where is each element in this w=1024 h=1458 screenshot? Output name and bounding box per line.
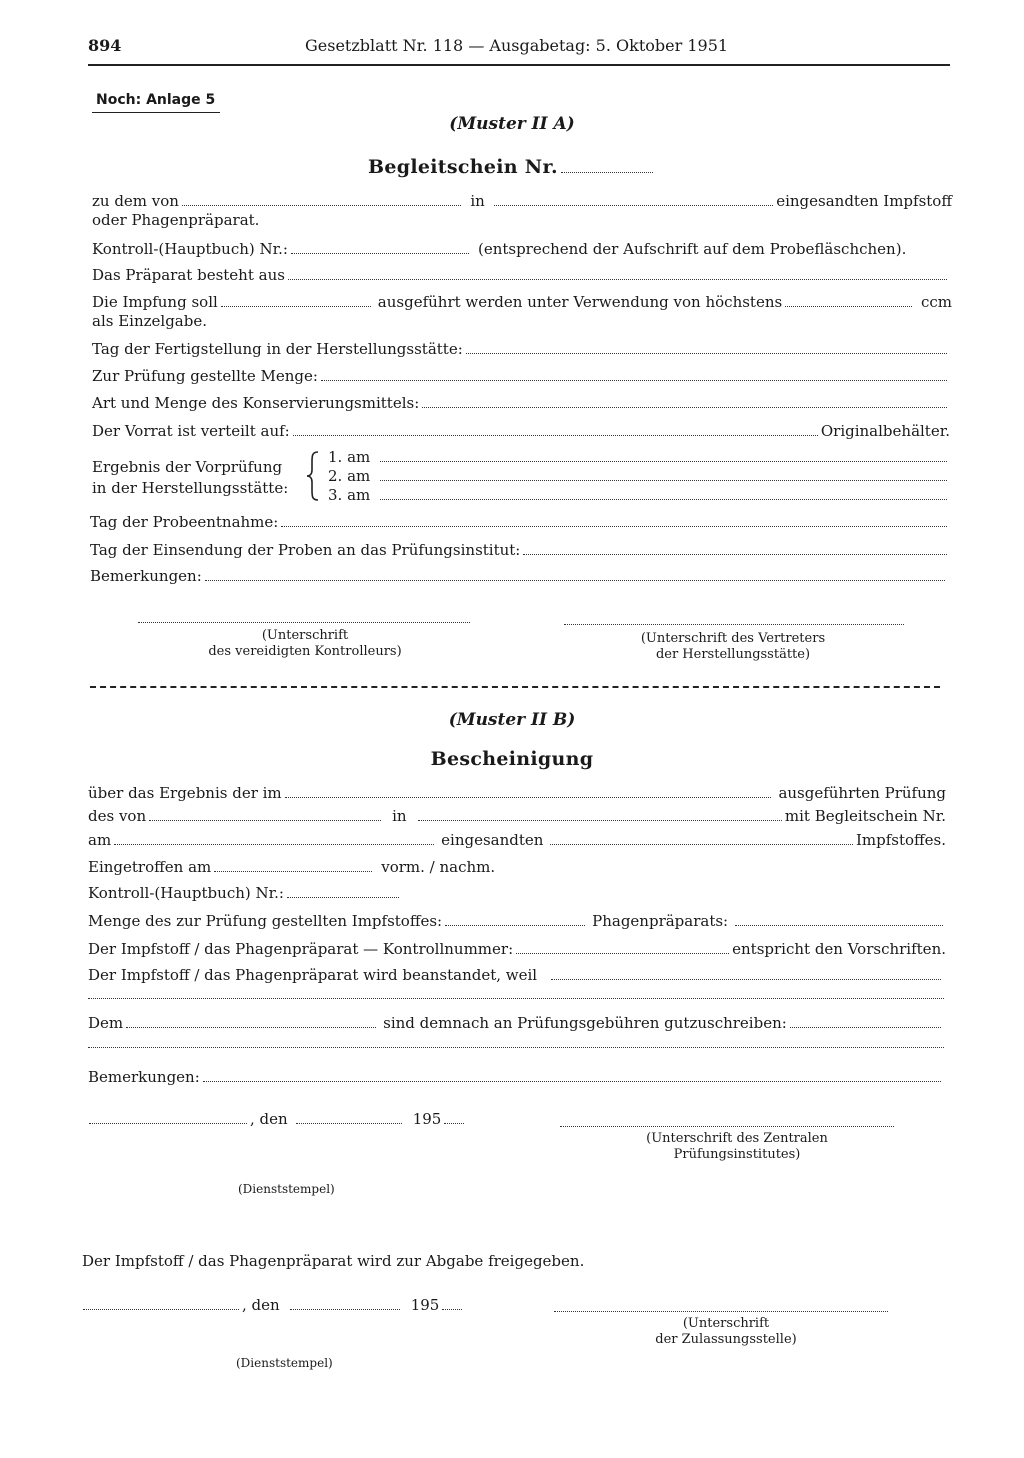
form-line	[90, 541, 950, 559]
form-line	[88, 784, 946, 802]
phage-quantity-field[interactable]	[735, 925, 943, 926]
bescheinigung-title: Bescheinigung	[430, 748, 594, 770]
dispatch-date-field[interactable]	[523, 554, 947, 555]
line-text: , den	[242, 1296, 280, 1314]
page-number: 894	[88, 36, 122, 55]
line-text: des von	[88, 807, 147, 825]
caption-text: des vereidigten Kontrolleurs)	[208, 644, 402, 659]
line-text: Eingetroffen am	[88, 858, 212, 876]
vorpruefung-item	[328, 448, 950, 466]
line-text: in	[392, 807, 407, 825]
day-field[interactable]	[296, 1123, 402, 1124]
line-text: als Einzelgabe.	[92, 312, 207, 330]
sender-field-b[interactable]	[149, 820, 381, 821]
objection-reason-field[interactable]	[551, 979, 941, 980]
fees-field[interactable]	[790, 1027, 941, 1028]
line-text: Tag der Probeentnahme:	[90, 513, 279, 531]
gazette-header-title: Gesetzblatt Nr. 118 — Ausgabetag: 5. Oktober 1951	[305, 36, 729, 55]
test-location-field[interactable]	[285, 797, 772, 798]
control-number-check-field[interactable]	[516, 953, 729, 954]
line-text: Kontroll-(Hauptbuch) Nr.:	[92, 240, 288, 258]
vorpruefung-field-3[interactable]	[380, 499, 947, 500]
place-field[interactable]	[89, 1123, 247, 1124]
objection-reason-field-2[interactable]	[88, 998, 944, 999]
caption-text: der Herstellungsstätte)	[655, 647, 811, 662]
year-field-2[interactable]	[442, 1309, 462, 1310]
line-text: Die Impfung soll	[92, 293, 218, 311]
quantity-field[interactable]	[321, 380, 947, 381]
form-line	[92, 367, 950, 385]
form-line	[88, 940, 946, 958]
form-line	[92, 192, 952, 210]
distribution-field[interactable]	[293, 435, 818, 436]
line-text: Der Vorrat ist verteilt auf:	[92, 422, 290, 440]
muster-a-label: (Muster II A)	[449, 114, 575, 134]
caption-text: Prüfungsinstitutes)	[673, 1147, 801, 1162]
date-line	[80, 1296, 465, 1314]
line-text: in	[470, 192, 485, 210]
line-text: (entsprechend der Aufschrift auf dem Probefläschchen).	[477, 240, 907, 258]
line-text: eingesandten	[441, 831, 544, 849]
section-divider	[90, 686, 940, 688]
line-text: Dem	[88, 1014, 124, 1032]
line-text: Bemerkungen:	[88, 1068, 200, 1086]
caption-text: (Unterschrift	[682, 1316, 770, 1331]
header-rule	[88, 64, 950, 66]
line-text: entspricht den Vorschriften.	[732, 940, 946, 958]
completion-date-field[interactable]	[466, 353, 947, 354]
signature-line-controller[interactable]	[138, 622, 470, 623]
line-text: Ergebnis der Vorprüfung	[92, 458, 283, 476]
line-text: Tag der Fertigstellung in der Herstellungsstätte:	[92, 340, 463, 358]
form-line	[92, 312, 207, 330]
caption-text: der Zulassungsstelle)	[655, 1332, 797, 1347]
form-line	[92, 240, 952, 258]
vorpruefung-item	[328, 467, 950, 485]
line-text: Der Impfstoff / das Phagenpräparat wird beanstandet, weil	[88, 966, 538, 984]
form-line	[92, 394, 950, 412]
line-text: 195	[410, 1296, 440, 1314]
arrival-field[interactable]	[214, 871, 372, 872]
line-text: in der Herstellungsstätte:	[92, 479, 289, 497]
sampling-date-field[interactable]	[281, 526, 947, 527]
line-text: Das Präparat besteht aus	[92, 266, 285, 284]
location-field[interactable]	[494, 205, 773, 206]
line-text: am	[88, 831, 112, 849]
signature-caption-institute	[592, 1131, 882, 1163]
line-text: Zur Prüfung gestellte Menge:	[92, 367, 318, 385]
line-text: ccm	[920, 293, 952, 311]
signature-line-approval[interactable]	[554, 1311, 888, 1312]
line-text: Bemerkungen:	[90, 567, 202, 585]
signature-caption-manufacturer	[566, 631, 900, 663]
anlage-label: Noch: Anlage 5	[96, 92, 216, 108]
muster-b-label: (Muster II B)	[448, 710, 576, 730]
signature-line-manufacturer[interactable]	[564, 624, 904, 625]
caption-text: (Unterschrift	[261, 628, 349, 643]
signature-caption-controller	[150, 628, 460, 660]
form-line	[90, 513, 950, 531]
control-number-field[interactable]	[291, 253, 469, 254]
form-line	[90, 567, 948, 585]
control-number-field-b[interactable]	[287, 897, 399, 898]
form-line	[88, 1014, 944, 1032]
form-line	[92, 422, 950, 440]
line-text: über das Ergebnis der im	[88, 784, 282, 802]
vorpruefung-label	[92, 458, 282, 476]
line-text: Tag der Einsendung der Proben an das Prüfungsinstitut:	[90, 541, 521, 559]
form-line	[88, 966, 944, 984]
begleitschein-title: Begleitschein Nr.	[368, 156, 558, 178]
form-line	[88, 831, 946, 849]
caption-text: (Unterschrift des Vertreters	[640, 631, 826, 646]
line-text: Der Impfstoff / das Phagenpräparat — Kontrollnummer:	[88, 940, 514, 958]
form-line	[92, 293, 952, 311]
line-text: , den	[250, 1110, 288, 1128]
begleitschein-field-b[interactable]	[550, 844, 852, 845]
vaccine-quantity-field[interactable]	[445, 925, 585, 926]
official-stamp-label: (Dienststempel)	[238, 1182, 335, 1196]
line-text: mit Begleitschein Nr.	[784, 807, 946, 825]
preservative-field[interactable]	[422, 407, 947, 408]
line-text: ausgeführten Prüfung	[778, 784, 946, 802]
begleitschein-number-field[interactable]	[561, 172, 653, 173]
vorpruefung-item	[328, 486, 950, 504]
sender-field[interactable]	[182, 205, 461, 206]
line-text: 195	[412, 1110, 442, 1128]
line-text: oder Phagenpräparat.	[92, 211, 260, 229]
curly-brace-icon	[304, 450, 324, 502]
vorpruefung-field-2[interactable]	[380, 480, 947, 481]
remarks-field[interactable]	[205, 580, 945, 581]
form-line	[88, 884, 402, 902]
line-text: Impfstoffes.	[855, 831, 946, 849]
line-text: ausgeführt werden unter Verwendung von höchstens	[377, 293, 783, 311]
ccm-field[interactable]	[785, 306, 912, 307]
location-field-b[interactable]	[418, 820, 782, 821]
line-text: Phagenpräparats:	[592, 912, 729, 930]
line-text: Art und Menge des Konservierungsmittels:	[92, 394, 420, 412]
form-line	[88, 858, 495, 876]
vorpruefung-label	[92, 479, 288, 497]
line-text: vorm. / nachm.	[381, 858, 496, 876]
vorpruefung-field-1[interactable]	[380, 461, 947, 462]
line-text: sind demnach an Prüfungsgebühren gutzuschreiben:	[383, 1014, 787, 1032]
form-line	[92, 340, 950, 358]
year-field[interactable]	[444, 1123, 464, 1124]
line-text: 2. am	[328, 467, 371, 485]
recipient-field[interactable]	[126, 1027, 376, 1028]
line-text: 3. am	[328, 486, 371, 504]
date-line	[86, 1110, 467, 1128]
place-field-2[interactable]	[83, 1309, 239, 1310]
form-line	[92, 211, 259, 229]
form-line	[82, 1252, 584, 1270]
line-text: Originalbehälter.	[820, 422, 950, 440]
official-stamp-label-2: (Dienststempel)	[236, 1356, 333, 1370]
muster-a-title	[0, 156, 1024, 178]
fees-field-2[interactable]	[88, 1047, 944, 1048]
caption-text: (Unterschrift des Zentralen	[646, 1131, 828, 1146]
remarks-field-b[interactable]	[203, 1081, 941, 1082]
vaccination-field[interactable]	[221, 306, 371, 307]
anlage-underline	[92, 112, 220, 113]
form-line	[88, 1068, 944, 1086]
line-text: Menge des zur Prüfung gestellten Impfstoffes:	[88, 912, 443, 930]
form-line	[88, 807, 946, 825]
signature-caption-approval	[596, 1316, 856, 1348]
day-field-2[interactable]	[290, 1309, 400, 1310]
line-text: Der Impfstoff / das Phagenpräparat wird zur Abgabe freigegeben.	[82, 1252, 585, 1270]
signature-line-institute[interactable]	[560, 1126, 894, 1127]
line-text: zu dem von	[92, 192, 179, 210]
form-line	[92, 266, 950, 284]
date-field-b[interactable]	[114, 844, 434, 845]
form-line	[88, 912, 946, 930]
line-text: Kontroll-(Hauptbuch) Nr.:	[88, 884, 284, 902]
line-text: 1. am	[328, 448, 371, 466]
composition-field[interactable]	[288, 279, 947, 280]
line-text: eingesandten Impfstoff	[776, 192, 952, 210]
